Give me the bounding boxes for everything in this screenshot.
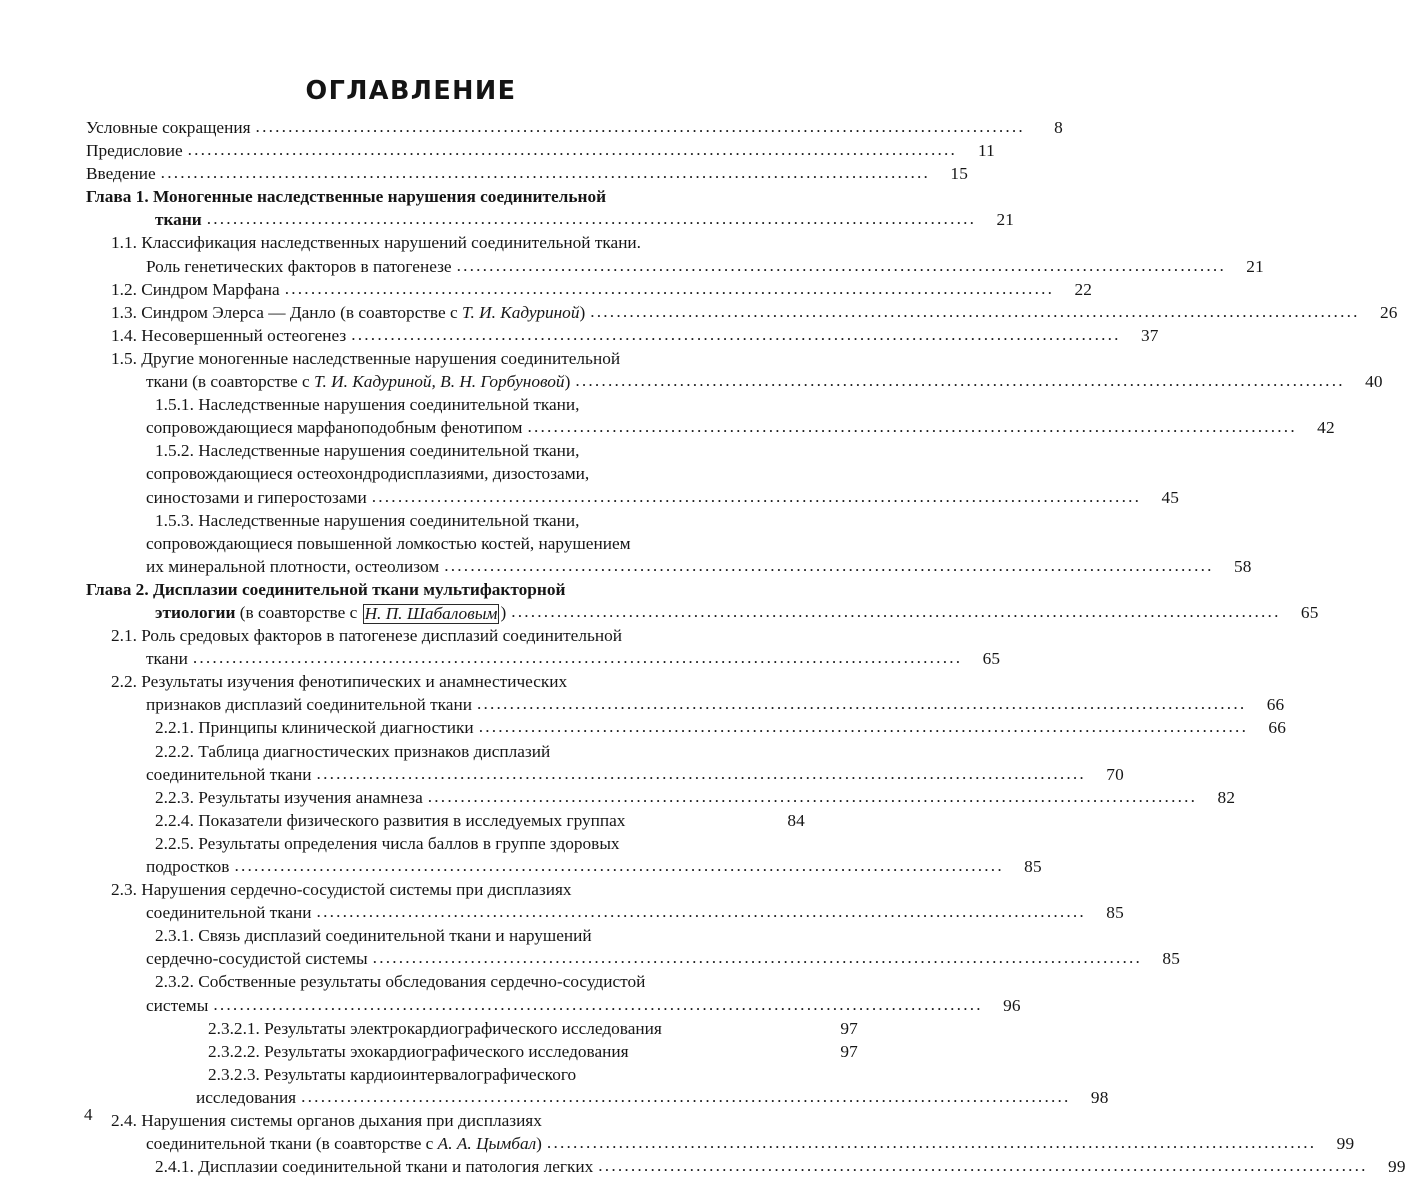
toc-entry-text: 1.1. Классификация наследственных нарушений соединительной ткани. <box>111 233 642 253</box>
toc-entry-line <box>86 1155 1406 1178</box>
toc-entry-line <box>86 855 1042 878</box>
toc-entry-text-tail: ) <box>564 372 571 392</box>
toc-entry[interactable] <box>86 301 1398 324</box>
toc-entry-text: 2.3.2.2. Результаты эхокардиографического исследования <box>208 1041 629 1061</box>
leader-dots <box>188 138 957 161</box>
leader-dots <box>256 115 1025 138</box>
toc-entry-text: Глава 1. Моногенные наследственные нарушения соединительной <box>86 187 607 207</box>
leader-dots <box>317 900 1086 923</box>
toc-entry-text: 1.3. Синдром Элерса — Данло (в соавторстве с Т. И. Кадуриной) <box>111 302 586 322</box>
toc-entry-text: соединительной ткани (в соавторстве с А. А. Цымбал) <box>146 1134 542 1154</box>
toc-entry[interactable] <box>86 1040 858 1063</box>
toc-entry-line <box>86 162 969 185</box>
toc-entry-line <box>86 532 796 555</box>
toc-entry-text: этиологии (в соавторстве с Н. П. Шабаловым ) <box>155 602 507 623</box>
toc-entry-line <box>86 624 761 647</box>
toc-entry[interactable] <box>86 509 1252 578</box>
toc-entry-text: 1.5.1. Наследственные нарушения соединительной ткани, <box>155 395 580 415</box>
leader-dots <box>372 485 1141 508</box>
toc-page-number: 22 <box>1074 279 1093 299</box>
leader-dots <box>511 600 1280 623</box>
leader-dots <box>575 369 1344 392</box>
toc-page-number: 66 <box>1268 718 1287 738</box>
toc-entry-line <box>86 393 805 416</box>
toc-entry[interactable] <box>86 878 1124 924</box>
leader-dots <box>161 161 930 184</box>
toc-entry-text: 2.3.2.1. Результаты электрокардиографического исследования <box>208 1018 662 1038</box>
toc-entry-line <box>86 1040 858 1063</box>
toc-page-number: 96 <box>1003 995 1021 1015</box>
page-folio-number: 4 <box>84 1105 93 1124</box>
toc-entry-text-tail: ) <box>500 602 507 622</box>
toc-entry-line <box>86 878 761 901</box>
toc-entry[interactable] <box>86 832 1042 878</box>
toc-page-number: 85 <box>1106 903 1124 923</box>
toc-entry-line <box>86 139 996 162</box>
coauthor-name: А. А. Цымбал <box>437 1134 537 1154</box>
toc-page-number: 99 <box>1336 1134 1355 1154</box>
toc-entry-line <box>86 947 1181 970</box>
coauthor-name: Т. И. Кадуриной, В. Н. Горбуновой <box>314 372 565 392</box>
toc-entry[interactable] <box>86 278 1093 301</box>
toc-entry-text: 2.1. Роль средовых факторов в патогенезе дисплазий соединительной <box>111 626 622 646</box>
toc-page-number: 45 <box>1161 487 1180 507</box>
toc-page-number: 84 <box>787 810 805 830</box>
toc-entry-text: 2.2.3. Результаты изучения анамнеза <box>155 787 423 807</box>
toc-entry[interactable] <box>86 624 1001 670</box>
toc-entry-bold-head: этиологии <box>155 602 236 622</box>
toc-entry-text: 2.4.1. Дисплазии соединительной ткани и патология легких <box>155 1157 594 1177</box>
toc-entry-text: 1.5. Другие моногенные наследственные нарушения соединительной <box>111 348 621 368</box>
toc-entry-text: сопровождающиеся марфаноподобным фенотипом <box>146 418 523 438</box>
toc-entry-text: ткани <box>155 210 202 230</box>
toc-entry[interactable] <box>86 1109 1355 1155</box>
toc-entry[interactable] <box>86 347 1383 393</box>
toc-entry-line <box>86 208 1015 231</box>
toc-entry-text: системы <box>146 995 209 1015</box>
leader-dots <box>234 854 1003 877</box>
toc-page-number: 99 <box>1388 1157 1406 1177</box>
toc-entry[interactable] <box>86 578 1319 624</box>
toc-entry-text: подростков <box>146 857 230 876</box>
toc-entry-line <box>86 255 1264 278</box>
toc-entry-text: 1.4. Несовершенный остеогенез <box>111 325 347 345</box>
toc-entry-line <box>86 809 805 832</box>
toc-entry[interactable] <box>86 116 1063 139</box>
toc-page-number: 26 <box>1379 302 1398 322</box>
annotation-box-coauthor-name[interactable]: Н. П. Шабаловым <box>364 603 498 623</box>
toc-entry-text: 2.3. Нарушения сердечно-сосудистой системы при дисплазиях <box>111 880 572 900</box>
leader-dots <box>213 993 982 1016</box>
toc-entry-line <box>86 278 1093 301</box>
leader-dots <box>598 1154 1367 1177</box>
toc-entry[interactable] <box>86 139 996 162</box>
toc-page-number: 85 <box>1024 857 1042 876</box>
toc-entry-line <box>86 370 1383 393</box>
toc-entry-text: сопровождающиеся остеохондродисплазиями, дизостозами, <box>146 464 590 484</box>
toc-entry[interactable] <box>86 185 1015 231</box>
toc-page-number: 37 <box>1140 325 1159 345</box>
toc-entry-text: Роль генетических факторов в патогенезе <box>146 256 452 276</box>
toc-page-number: 42 <box>1317 418 1335 438</box>
toc-entry-text: 2.2. Результаты изучения фенотипических и анамнестических <box>111 672 568 692</box>
toc-entry-line <box>86 1086 1109 1109</box>
toc-entry-line <box>86 1132 1355 1155</box>
toc-entry[interactable] <box>86 809 805 832</box>
toc-entry[interactable] <box>86 740 1124 786</box>
toc-entry-line <box>86 601 1319 624</box>
toc-entry-text: 2.3.2. Собственные результаты обследования сердечно-сосудистой <box>155 972 646 992</box>
page-title: ОГЛАВЛЕНИЕ <box>305 76 517 106</box>
toc-entry-line <box>86 578 736 601</box>
toc-entry-text: 2.2.2. Таблица диагностических признаков дисплазий <box>155 741 551 761</box>
toc-entry-text: 2.2.1. Принципы клинической диагностики <box>155 718 474 738</box>
toc-entry-text: 1.5.2. Наследственные нарушения соединительной ткани, <box>155 441 580 461</box>
leader-dots <box>547 1131 1316 1154</box>
toc-entry-text: синостозами и гиперостозами <box>146 487 367 507</box>
toc-entry-line <box>86 347 761 370</box>
leader-dots <box>193 646 962 669</box>
toc-entry[interactable] <box>86 1155 1406 1178</box>
toc-entry-line <box>86 185 736 208</box>
leader-dots <box>428 785 1197 808</box>
toc-page-number: 15 <box>950 164 969 184</box>
toc-entry-text: ткани (в соавторстве с Т. И. Кадуриной, В. Н. Горбуновой) <box>146 372 571 392</box>
leader-dots <box>457 254 1226 277</box>
leader-dots <box>373 946 1142 969</box>
toc-entry-line <box>86 740 805 763</box>
toc-entry-text: 2.2.5. Результаты определения числа баллов в группе здоровых <box>155 833 620 853</box>
coauthor-name: Т. И. Кадуриной <box>461 302 580 322</box>
toc-entry-line <box>86 924 805 947</box>
leader-dots <box>301 1085 1070 1108</box>
toc-page-number: 21 <box>1246 256 1264 276</box>
toc-entry[interactable] <box>86 162 969 185</box>
toc-page-number: 66 <box>1266 695 1285 715</box>
toc-entry-line <box>86 670 761 693</box>
toc-entry-line <box>86 231 761 254</box>
toc-entry[interactable] <box>86 439 1180 508</box>
toc-page-number: 97 <box>840 1018 858 1038</box>
toc-entry-line <box>86 901 1124 924</box>
toc-entry-text: 2.3.2.3. Результаты кардиоинтервалографического <box>208 1064 577 1084</box>
toc-entry-line <box>86 462 796 485</box>
toc-page-number: 97 <box>840 1041 858 1061</box>
toc-entry-text-tail: ) <box>536 1134 542 1154</box>
leader-dots <box>590 300 1359 323</box>
toc-page-number: 11 <box>977 141 996 161</box>
toc-entry-text: Условные сокращения <box>86 118 251 137</box>
toc-entry-line <box>86 416 1335 439</box>
leader-dots <box>444 554 1213 577</box>
toc-entry-line <box>86 970 805 993</box>
toc-entry-line <box>86 116 1063 139</box>
toc-entry-text: 1.5.3. Наследственные нарушения соединительной ткани, <box>155 510 580 530</box>
toc-entry-line <box>86 647 1001 670</box>
toc-page-number: 70 <box>1106 764 1124 784</box>
toc-entry-line <box>86 716 1287 739</box>
toc-entry-text: соединительной ткани <box>146 764 312 784</box>
toc-entry-text: ткани <box>146 649 188 669</box>
toc-entry[interactable] <box>86 1063 1109 1109</box>
toc-page-number: 40 <box>1365 372 1383 392</box>
toc-entry[interactable] <box>86 231 1264 277</box>
toc-entry-line <box>86 486 1180 509</box>
leader-dots <box>207 207 976 230</box>
toc-entry-line <box>86 763 1124 786</box>
leader-dots <box>285 277 1054 300</box>
toc-page-number: 21 <box>996 210 1015 230</box>
leader-dots <box>479 715 1248 738</box>
toc-entry[interactable] <box>86 786 1236 809</box>
toc-entry[interactable] <box>86 324 1159 347</box>
toc-entry-line <box>86 1109 761 1132</box>
toc-entry-text: исследования <box>196 1087 297 1107</box>
toc-entry-line <box>86 439 805 462</box>
toc-entry-text: Введение <box>86 164 156 184</box>
toc-entry-line <box>86 786 1236 809</box>
toc-page-number: 65 <box>982 649 1001 669</box>
toc-entry-line <box>86 1063 858 1086</box>
toc-entry-text: соединительной ткани <box>146 903 312 923</box>
toc-entry-line <box>86 693 1285 716</box>
toc-page-number: 8 <box>1054 118 1063 137</box>
toc-entry-line <box>86 324 1159 347</box>
leader-dots <box>317 762 1086 785</box>
leader-dots <box>477 692 1246 715</box>
toc-entry-text: Глава 2. Дисплазии соединительной ткани мультифакторной <box>86 579 566 599</box>
toc-entry-text: сопровождающиеся повышенной ломкостью костей, нарушением <box>146 533 631 553</box>
toc-entry[interactable] <box>86 970 1021 1016</box>
toc-entry-text: признаков дисплазий соединительной ткани <box>146 695 472 715</box>
toc-page-number: 58 <box>1233 556 1252 576</box>
toc-page-number: 85 <box>1162 949 1181 969</box>
toc-entry[interactable] <box>86 1017 858 1040</box>
table-of-contents <box>86 116 1406 1178</box>
toc-entry-text: их минеральной плотности, остеолизом <box>146 556 440 576</box>
toc-entry[interactable] <box>86 393 1335 439</box>
toc-entry-text: 1.2. Синдром Марфана <box>111 279 280 299</box>
toc-entry-line <box>86 832 805 855</box>
toc-entry-text: Предисловие <box>86 141 183 161</box>
toc-entry-text: 2.2.4. Показатели физического развития в исследуемых группах <box>155 810 626 830</box>
toc-entry-line <box>86 1017 858 1040</box>
toc-page-number: 82 <box>1217 787 1236 807</box>
toc-entry-line <box>86 555 1252 578</box>
leader-dots <box>527 415 1296 438</box>
toc-entry[interactable] <box>86 716 1287 739</box>
toc-entry-line <box>86 509 805 532</box>
toc-entry-text: 2.3.1. Связь дисплазий соединительной ткани и нарушений <box>155 926 592 946</box>
toc-page-number: 65 <box>1300 602 1319 622</box>
toc-entry-line <box>86 994 1021 1017</box>
toc-entry-line <box>86 301 1398 324</box>
toc-entry[interactable] <box>86 924 1181 970</box>
toc-entry-text-tail: ) <box>579 302 586 322</box>
toc-entry-text: 2.4. Нарушения системы органов дыхания при дисплазиях <box>111 1111 542 1131</box>
leader-dots <box>351 323 1120 346</box>
toc-page-number: 98 <box>1090 1087 1109 1107</box>
toc-entry-text: сердечно-сосудистой системы <box>146 949 368 969</box>
toc-entry[interactable] <box>86 670 1285 716</box>
